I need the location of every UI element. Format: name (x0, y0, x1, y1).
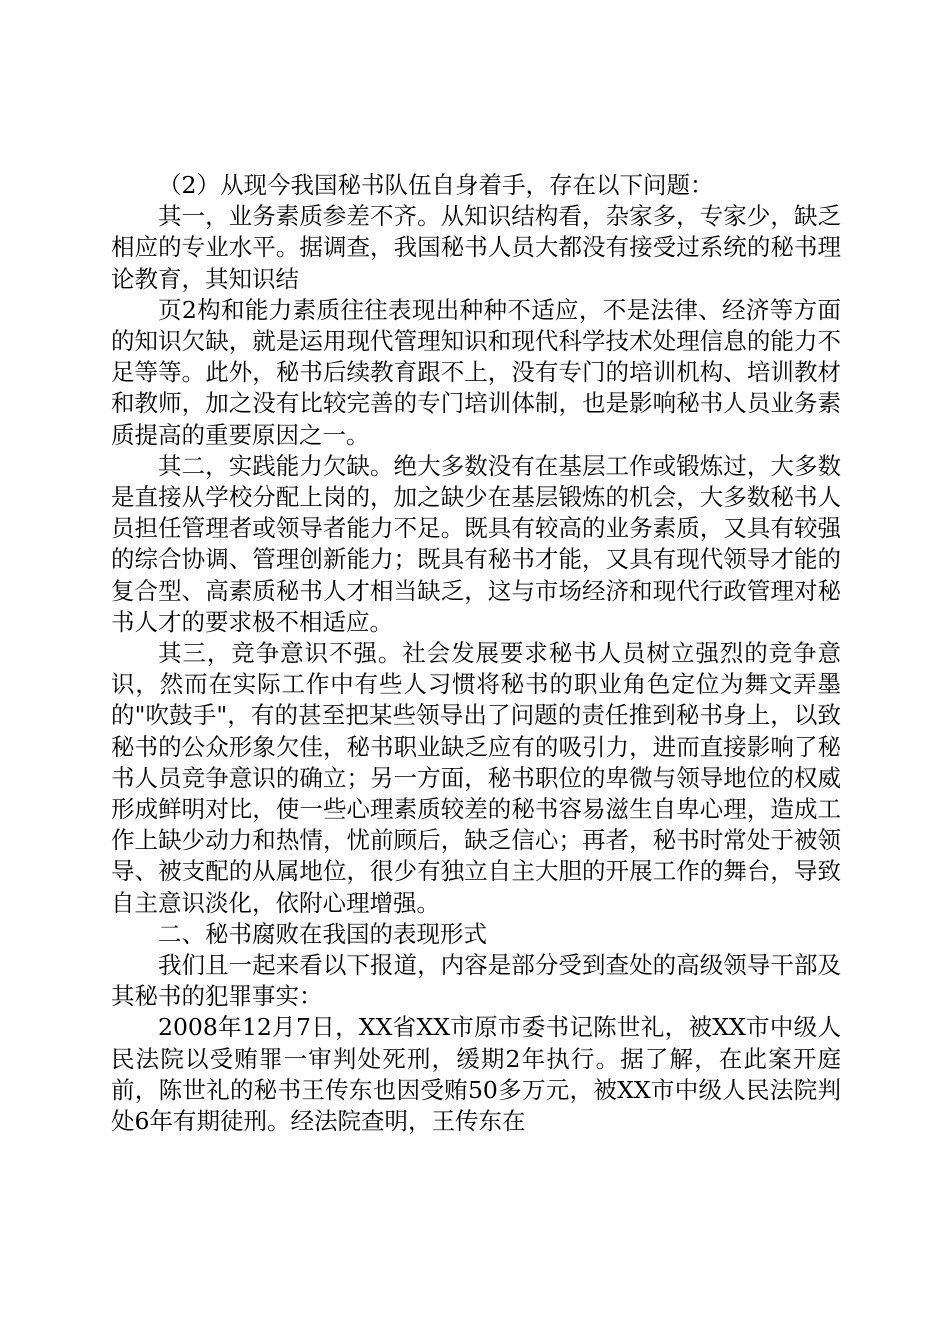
paragraph-first-issue-cont: 页2构和能力素质往往表现出种种不适应，不是法律、经济等方面的知识欠缺，就是运用现代管理知识和现代科学技术处理信息的能力不足等等。此外，秘书后续教育跟不上，没有专门的培训机构、培训教材和教师，加之没有比较完善的专门培训体制，也是影响秘书人员业务素质提高的重要原因之一。 (111, 295, 841, 449)
paragraph-report-intro: 我们且一起来看以下报道，内容是部分受到查处的高级领导干部及其秘书的犯罪事实： (111, 951, 841, 1011)
paragraph-third-issue: 其三，竞争意识不强。社会发展要求秘书人员树立强烈的竞争意识，然而在实际工作中有些人习惯将秘书的职业角色定位为舞文弄墨的"吹鼓手"，有的甚至把某些领导出了问题的责任推到秘书身上，以致秘书的公众形象欠佳，秘书职业缺乏应有的吸引力，进而直接影响了秘书人员竞争意识的确立；另一方面，秘书职位的卑微与领导地位的权威形成鲜明对比，使一些心理素质较差的秘书容易滋生自卑心理，造成工作上缺少动力和热情，忧前顾后，缺乏信心；再者，秘书时常处于被领导、被支配的从属地位，很少有独立自主大胆的开展工作的舞台，导致自主意识淡化，依附心理增强。 (111, 639, 841, 917)
paragraph-case: 2008年12月7日，XX省XX市原市委书记陈世礼，被XX市中级人民法院以受贿罪一审判处死刑，缓期2年执行。据了解，在此案开庭前，陈世礼的秘书王传东也因受贿50多万元，被XX市中级人民法院判处6年有期徒刑。经法院查明，王传东在 (111, 1013, 841, 1136)
paragraph-problems-intro: （2）从现今我国秘书队伍自身着手，存在以下问题： (158, 171, 714, 199)
paragraph-first-issue: 其一，业务素质参差不齐。从知识结构看，杂家多，专家少，缺乏相应的专业水平。据调查，我国秘书人员大都没有接受过系统的秘书理论教育，其知识结 (111, 202, 841, 293)
document-body (111, 170, 841, 1137)
section-heading: 二、秘书腐败在我国的表现形式 (158, 919, 487, 948)
paragraph-second-issue: 其二，实践能力欠缺。绝大多数没有在基层工作或锻炼过，大多数是直接从学校分配上岗的，加之缺少在基层锻炼的机会，大多数秘书人员担任管理者或领导者能力不足。既具有较高的业务素质，又具有较强的综合协调、管理创新能力；既具有秘书才能，又具有现代领导才能的复合型、高素质秘书人才相当缺乏，这与市场经济和现代行政管理对秘书人才的要求极不相适应。 (111, 451, 841, 636)
